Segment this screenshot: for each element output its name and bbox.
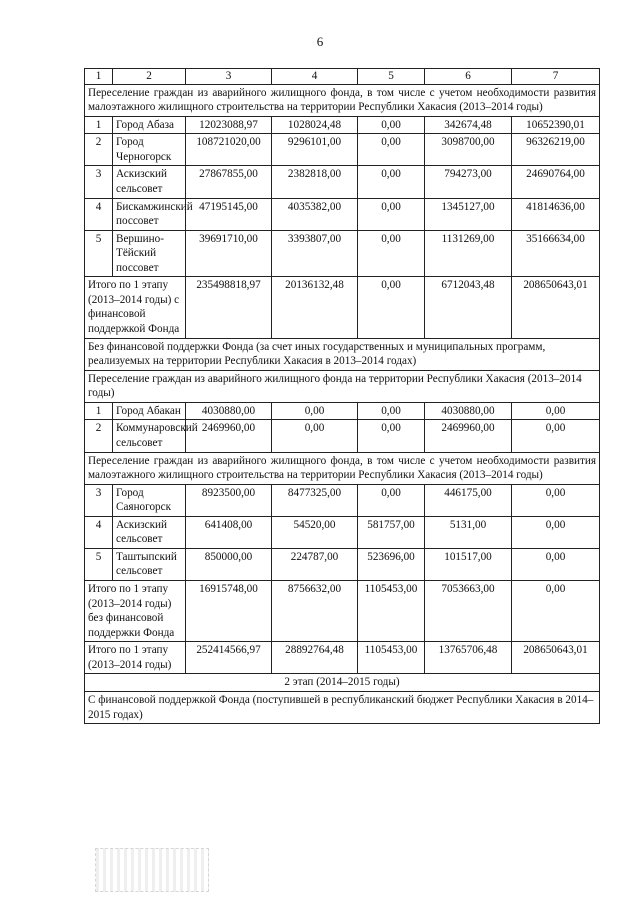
- row-number: 1: [85, 402, 113, 420]
- subtotal-value: 235498818,97: [186, 277, 272, 338]
- row-value: 0,00: [512, 402, 600, 420]
- header-cell: 3: [186, 69, 272, 85]
- row-value: 101517,00: [425, 548, 512, 580]
- subtotal-label: Итого по 1 этапу (2013–2014 годы) без финансовой поддержки Фонда: [85, 581, 186, 642]
- row-number: 2: [85, 420, 113, 452]
- header-row: [85, 69, 600, 85]
- row-value: 0,00: [358, 134, 425, 166]
- row-value: 0,00: [512, 420, 600, 452]
- header-cell: 2: [113, 69, 186, 85]
- grand-total-value: 208650643,01: [512, 642, 600, 674]
- row-name: Бискамжинский поссовет: [113, 198, 186, 230]
- row-value: 27867855,00: [186, 166, 272, 198]
- row-value: 0,00: [512, 548, 600, 580]
- subtotal-value: 1105453,00: [358, 581, 425, 642]
- row-number: 1: [85, 116, 113, 134]
- row-number: 4: [85, 198, 113, 230]
- row-name: Город Саяногорск: [113, 484, 186, 516]
- row-value: 0,00: [358, 166, 425, 198]
- row-number: 4: [85, 516, 113, 548]
- row-name: Город Абакан: [113, 402, 186, 420]
- grand-total-label: Итого по 1 этапу (2013–2014 годы): [85, 642, 186, 674]
- row-value: 794273,00: [425, 166, 512, 198]
- grand-total-value: 252414566,97: [186, 642, 272, 674]
- subtotal-value: 16915748,00: [186, 581, 272, 642]
- row-value: 41814636,00: [512, 198, 600, 230]
- row-value: 446175,00: [425, 484, 512, 516]
- row-number: 2: [85, 134, 113, 166]
- subtotal-row: [85, 277, 600, 338]
- subtotal-value: 0,00: [358, 277, 425, 338]
- section-title-row: [85, 370, 600, 402]
- section-1-rows: [85, 116, 600, 277]
- table-row: [85, 548, 600, 580]
- section-title-row: [85, 84, 600, 116]
- row-value: 1131269,00: [425, 230, 512, 277]
- table-row: [85, 484, 600, 516]
- header-cell: 6: [425, 69, 512, 85]
- row-value: 8477325,00: [272, 484, 358, 516]
- subtotal-value: 20136132,48: [272, 277, 358, 338]
- table-row: [85, 420, 600, 452]
- section-title-row: [85, 338, 600, 370]
- row-value: 523696,00: [358, 548, 425, 580]
- row-value: 96326219,00: [512, 134, 600, 166]
- row-name: Город Абаза: [113, 116, 186, 134]
- row-value: 5131,00: [425, 516, 512, 548]
- table-row: [85, 134, 600, 166]
- header-cell: 1: [85, 69, 113, 85]
- row-value: 2469960,00: [186, 420, 272, 452]
- subtotal-value: 7053663,00: [425, 581, 512, 642]
- row-value: 3393807,00: [272, 230, 358, 277]
- section-title: Переселение граждан из аварийного жилищного фонда, в том числе с учетом необходимости развития малоэтажного жилищного строительства на территории Республики Хакасия (2013–2014 годы): [85, 84, 600, 116]
- row-value: 0,00: [272, 420, 358, 452]
- section-title: Без финансовой поддержки Фонда (за счет иных государственных и муниципальных программ, реализуемых на территории Республики Хакасия в 2013–2014 годах): [85, 338, 600, 370]
- row-value: 47195145,00: [186, 198, 272, 230]
- subtotal-value: 8756632,00: [272, 581, 358, 642]
- row-value: 54520,00: [272, 516, 358, 548]
- row-value: 0,00: [358, 198, 425, 230]
- table-row: [85, 230, 600, 277]
- section-title-row: [85, 691, 600, 723]
- stage-title: 2 этап (2014–2015 годы): [85, 674, 600, 692]
- section-title-row: [85, 452, 600, 484]
- table-row: [85, 402, 600, 420]
- row-value: 0,00: [512, 516, 600, 548]
- row-value: 0,00: [358, 484, 425, 516]
- row-value: 2469960,00: [425, 420, 512, 452]
- row-value: 12023088,97: [186, 116, 272, 134]
- row-value: 2382818,00: [272, 166, 358, 198]
- row-number: 5: [85, 230, 113, 277]
- row-value: 224787,00: [272, 548, 358, 580]
- table-row: [85, 166, 600, 198]
- row-value: 0,00: [272, 402, 358, 420]
- row-name: Город Черногорск: [113, 134, 186, 166]
- subtotal-value: 208650643,01: [512, 277, 600, 338]
- row-name: Коммунаровский сельсовет: [113, 420, 186, 452]
- row-value: 3098700,00: [425, 134, 512, 166]
- row-value: 850000,00: [186, 548, 272, 580]
- header-cell: 7: [512, 69, 600, 85]
- row-value: 0,00: [358, 230, 425, 277]
- row-number: 3: [85, 484, 113, 516]
- row-value: 8923500,00: [186, 484, 272, 516]
- section-2-rows: [85, 402, 600, 452]
- page-number: 6: [316, 34, 324, 49]
- row-value: 108721020,00: [186, 134, 272, 166]
- row-number: 3: [85, 166, 113, 198]
- row-value: 1345127,00: [425, 198, 512, 230]
- grand-total-value: 13765706,48: [425, 642, 512, 674]
- section-title: С финансовой поддержкой Фонда (поступившей в республиканский бюджет Республики Хакасия в 2014–2015 годах): [85, 691, 600, 723]
- row-value: 4030880,00: [425, 402, 512, 420]
- table-row: [85, 198, 600, 230]
- grand-total-row: [85, 642, 600, 674]
- subtotal-row: [85, 581, 600, 642]
- row-value: 0,00: [358, 116, 425, 134]
- funding-table: [84, 68, 600, 724]
- header-cell: 4: [272, 69, 358, 85]
- section-3-rows: [85, 484, 600, 580]
- row-value: 35166634,00: [512, 230, 600, 277]
- row-value: 581757,00: [358, 516, 425, 548]
- row-value: 0,00: [358, 402, 425, 420]
- row-value: 4035382,00: [272, 198, 358, 230]
- row-name: Аскизский сельсовет: [113, 166, 186, 198]
- row-name: Вершино-Тёйский поссовет: [113, 230, 186, 277]
- grand-total-value: 1105453,00: [358, 642, 425, 674]
- row-value: 10652390,01: [512, 116, 600, 134]
- row-value: 342674,48: [425, 116, 512, 134]
- row-value: 24690764,00: [512, 166, 600, 198]
- row-number: 5: [85, 548, 113, 580]
- row-name: Таштыпский сельсовет: [113, 548, 186, 580]
- subtotal-label: Итого по 1 этапу (2013–2014 годы) с финансовой поддержкой Фонда: [85, 277, 186, 338]
- table-row: [85, 116, 600, 134]
- section-title: Переселение граждан из аварийного жилищного фонда на территории Республики Хакасия (2013–2014 годы): [85, 370, 600, 402]
- header-cell: 5: [358, 69, 425, 85]
- grand-total-value: 28892764,48: [272, 642, 358, 674]
- subtotal-value: 0,00: [512, 581, 600, 642]
- stamp-image: [95, 848, 209, 892]
- row-value: 1028024,48: [272, 116, 358, 134]
- stage-title-row: [85, 674, 600, 692]
- row-name: Аскизский сельсовет: [113, 516, 186, 548]
- row-value: 641408,00: [186, 516, 272, 548]
- table-row: [85, 516, 600, 548]
- row-value: 0,00: [358, 420, 425, 452]
- row-value: 0,00: [512, 484, 600, 516]
- row-value: 9296101,00: [272, 134, 358, 166]
- subtotal-value: 6712043,48: [425, 277, 512, 338]
- section-title: Переселение граждан из аварийного жилищного фонда, в том числе с учетом необходимости развития малоэтажного жилищного строительства на территории Республики Хакасия (2013–2014 годы): [85, 452, 600, 484]
- row-value: 4030880,00: [186, 402, 272, 420]
- row-value: 39691710,00: [186, 230, 272, 277]
